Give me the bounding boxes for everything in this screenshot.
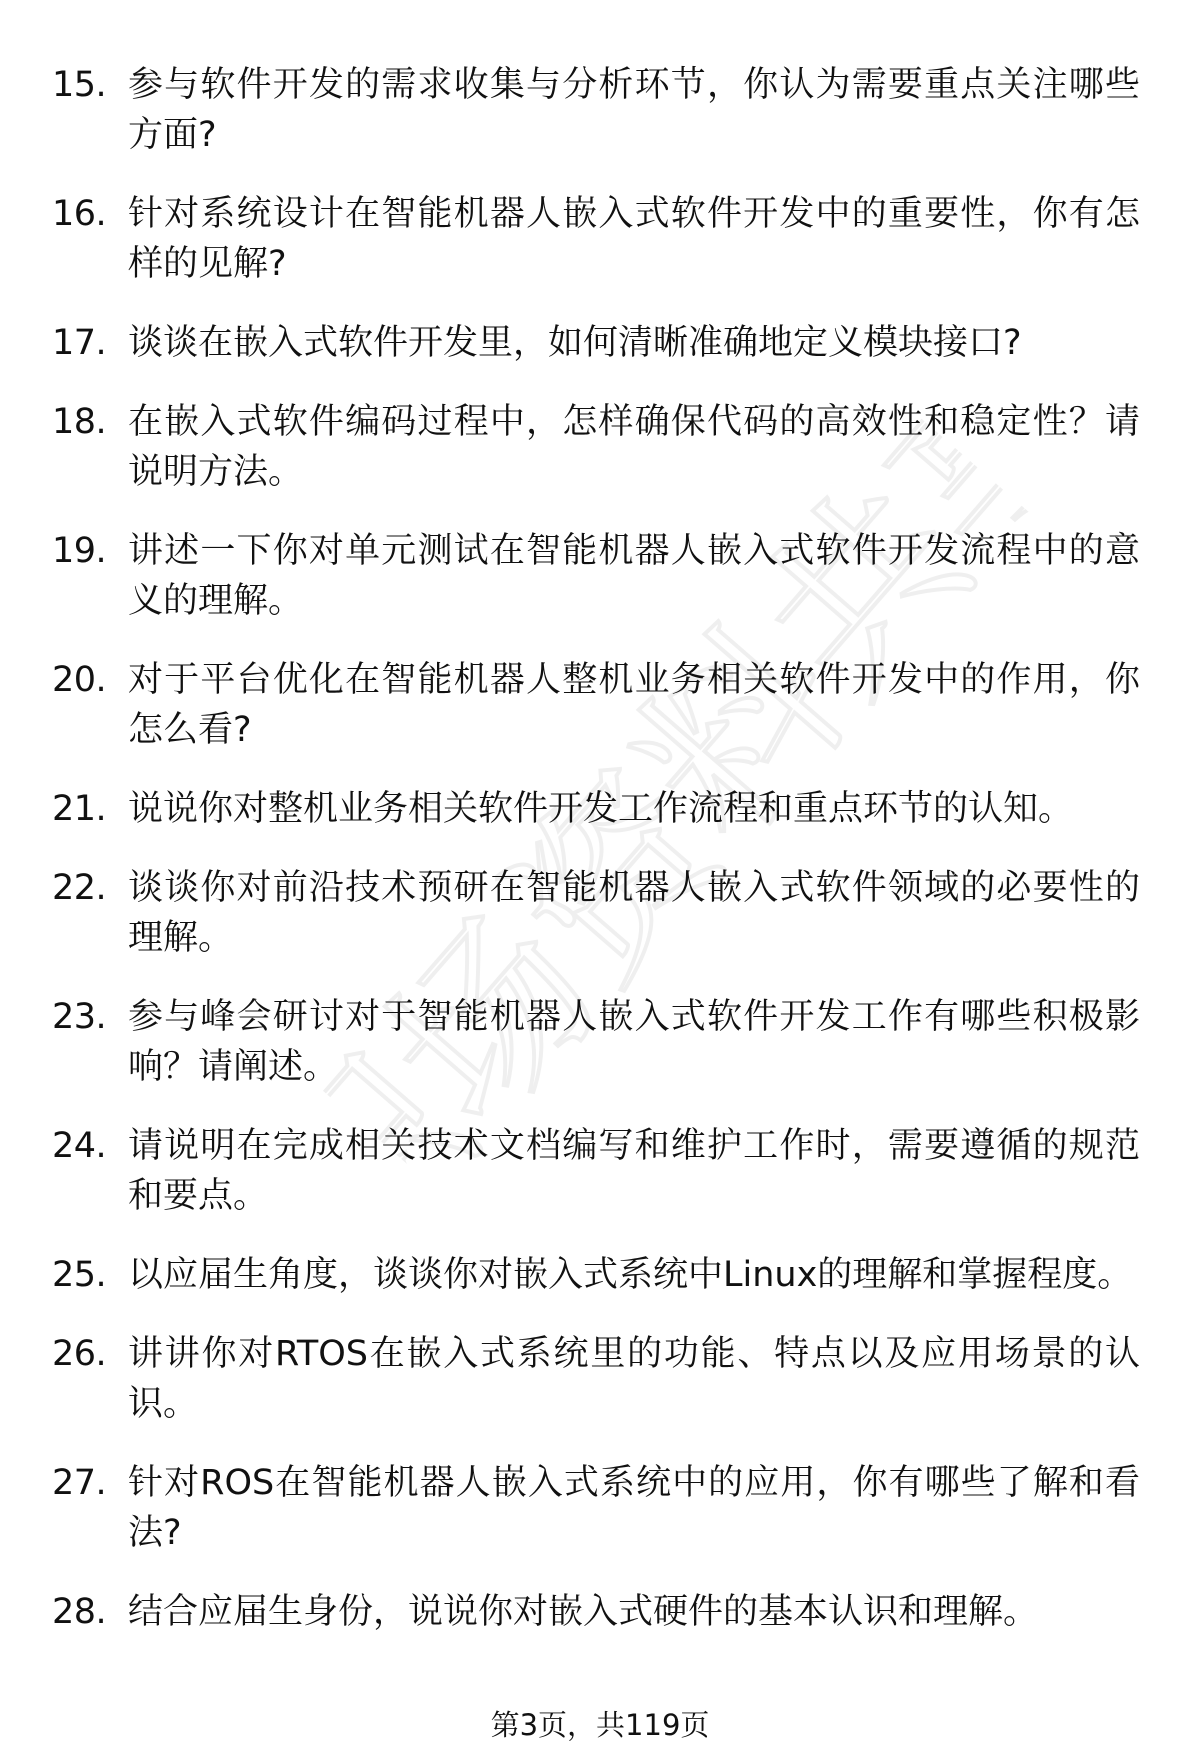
question-item (0, 1458, 1200, 1558)
question-number: 23. (52, 997, 107, 1037)
question-number: 27. (52, 1463, 107, 1503)
question-list (0, 60, 1200, 1666)
question-text: 说说你对整机业务相关软件开发工作流程和重点环节的认知。 (128, 789, 1074, 829)
question-number: 24. (52, 1126, 107, 1166)
question-item (0, 1250, 1200, 1300)
question-item (0, 526, 1200, 626)
question-text: 参与峰会研讨对于智能机器人嵌入式软件开发工作有哪些积极影响？请阐述。 (128, 997, 1140, 1087)
question-text: 讲述一下你对单元测试在智能机器人嵌入式软件开发流程中的意义的理解。 (128, 531, 1140, 621)
question-text: 谈谈你对前沿技术预研在智能机器人嵌入式软件领域的必要性的理解。 (128, 868, 1140, 958)
question-number: 26. (52, 1334, 107, 1374)
page-footer (0, 1706, 1200, 1744)
watermark-text: 职场资料共享 (297, 389, 1063, 1221)
question-number: 15. (52, 65, 107, 105)
page-number-label: 第3页，共119页 (490, 1708, 710, 1742)
question-number: 25. (52, 1255, 107, 1295)
question-number: 20. (52, 660, 107, 700)
question-item (0, 655, 1200, 755)
question-text: 讲讲你对RTOS在嵌入式系统里的功能、特点以及应用场景的认识。 (128, 1334, 1140, 1424)
question-text: 请说明在完成相关技术文档编写和维护工作时，需要遵循的规范和要点。 (128, 1126, 1140, 1216)
question-number: 18. (52, 402, 107, 442)
question-text: 结合应届生身份，说说你对嵌入式硬件的基本认识和理解。 (128, 1592, 1039, 1632)
question-item (0, 992, 1200, 1092)
question-number: 19. (52, 531, 107, 571)
question-item (0, 863, 1200, 963)
question-text: 谈谈在嵌入式软件开发里，如何清晰准确地定义模块接口? (128, 323, 1022, 363)
question-number: 28. (52, 1592, 107, 1632)
question-item (0, 397, 1200, 497)
question-text: 在嵌入式软件编码过程中，怎样确保代码的高效性和稳定性？请说明方法。 (128, 402, 1140, 492)
question-item (0, 1121, 1200, 1221)
question-number: 17. (52, 323, 107, 363)
question-text: 针对ROS在智能机器人嵌入式系统中的应用，你有哪些了解和看法? (128, 1463, 1140, 1553)
question-text: 对于平台优化在智能机器人整机业务相关软件开发中的作用，你怎么看? (128, 660, 1140, 750)
question-number: 21. (52, 789, 107, 829)
question-item (0, 1329, 1200, 1429)
question-text: 以应届生角度，谈谈你对嵌入式系统中Linux的理解和掌握程度。 (128, 1255, 1133, 1295)
question-item (0, 189, 1200, 289)
question-number: 16. (52, 194, 107, 234)
question-item (0, 60, 1200, 160)
question-item (0, 1587, 1200, 1637)
question-item (0, 784, 1200, 834)
question-text: 参与软件开发的需求收集与分析环节，你认为需要重点关注哪些方面? (128, 65, 1140, 155)
question-number: 22. (52, 868, 107, 908)
question-text: 针对系统设计在智能机器人嵌入式软件开发中的重要性，你有怎样的见解? (128, 194, 1140, 284)
question-item (0, 318, 1200, 368)
